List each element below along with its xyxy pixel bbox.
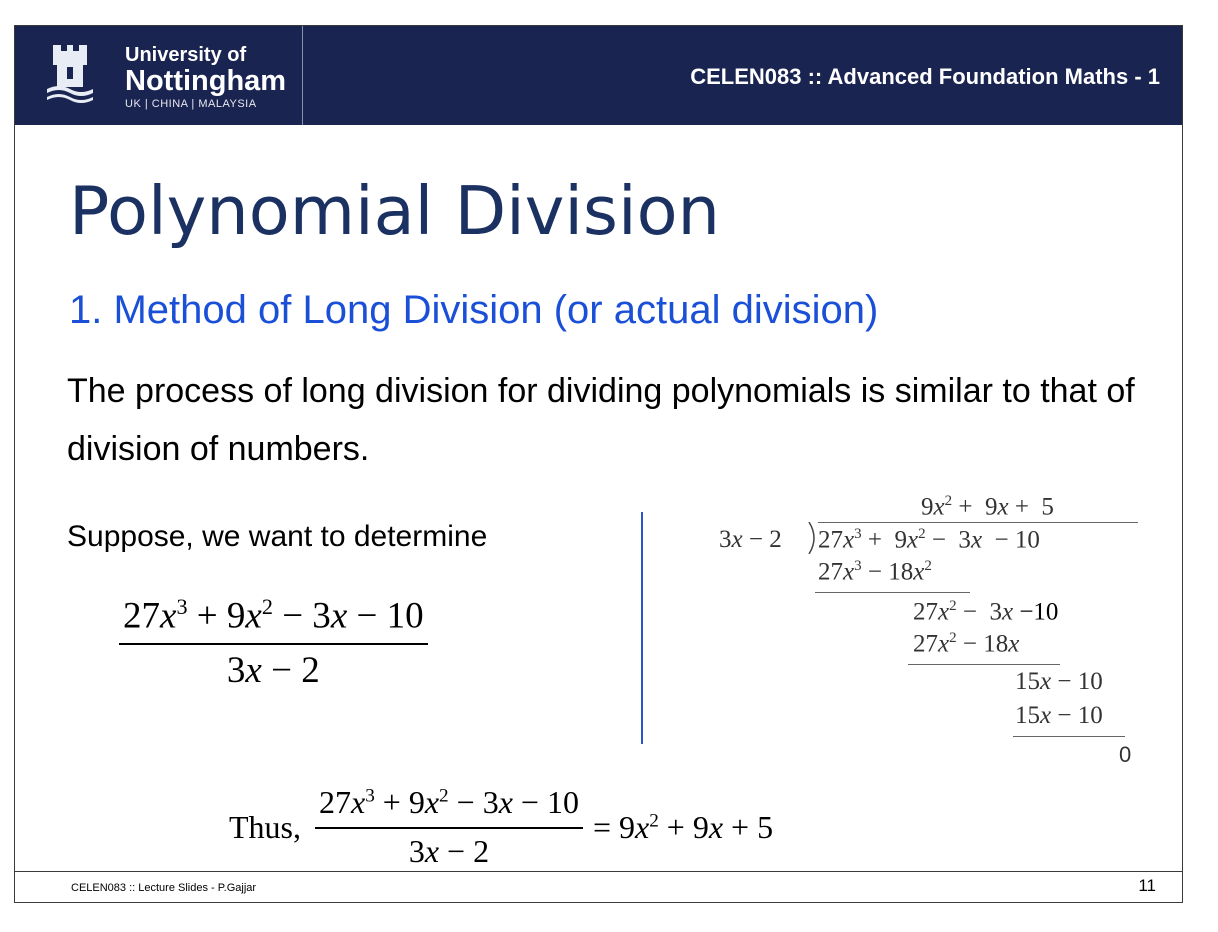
footer-credit: CELEN083 :: Lecture Slides - P.Gajjar: [71, 882, 257, 894]
slide-title: Polynomial Division: [69, 172, 721, 250]
division-expression: $\frac{27x^3 + 9x^2 - 3x - 10}{3x - 2}$: [119, 594, 428, 692]
quotient-bar: [818, 522, 1138, 523]
slide-subtitle: 1. Method of Long Division (or actual division): [69, 288, 879, 332]
dividend: $27x^3 + 9x^2 - 3x - 10$: [818, 526, 1040, 554]
thus-label: Thus,: [229, 808, 301, 845]
university-line1: University of: [125, 44, 247, 66]
step2-bar: [908, 664, 1060, 665]
step3-bar: [1013, 736, 1125, 737]
university-crest-icon: [45, 41, 95, 103]
course-title: CELEN083 :: Advanced Foundation Maths - 1: [690, 64, 1160, 89]
divisor: 3x − 2: [719, 526, 782, 553]
slide-header: [15, 26, 1182, 125]
header-divider: [302, 26, 303, 125]
page-number: 11: [1138, 876, 1156, 895]
step2-subtract: $27x^2 - 18x$: [913, 630, 1020, 658]
university-line2: Nottingham: [125, 65, 287, 97]
result-equation: Thus, $\frac{27x^3 + 9x^2 - 3x - 10}{3x - 2}$ = $9x^2 + 9x + 5$: [229, 784, 774, 869]
slide: [14, 25, 1183, 903]
step1-subtract: $27x^3 - 18x^2$: [818, 558, 932, 586]
step1-bar: [815, 592, 970, 593]
step2-remainder: 15x − 10: [1015, 668, 1103, 695]
university-logo-text: [125, 44, 286, 112]
footer-divider: [15, 871, 1182, 872]
quotient: $9x^2 + 9x + 5$: [921, 493, 1054, 521]
suppose-text: Suppose, we want to determine: [67, 520, 488, 553]
vertical-divider: [641, 512, 643, 744]
body-paragraph: The process of long division for dividing polynomials is similar to that of division of numbers.: [67, 372, 1135, 468]
university-campuses: UK | CHINA | MALAYSIA: [125, 98, 257, 110]
step1-remainder: $27x^2 - 3x -10$: [913, 598, 1059, 626]
trailing-constant: −10: [1019, 598, 1059, 626]
step3-subtract: 15x − 10: [1015, 702, 1103, 729]
final-remainder: 0: [1119, 742, 1132, 767]
